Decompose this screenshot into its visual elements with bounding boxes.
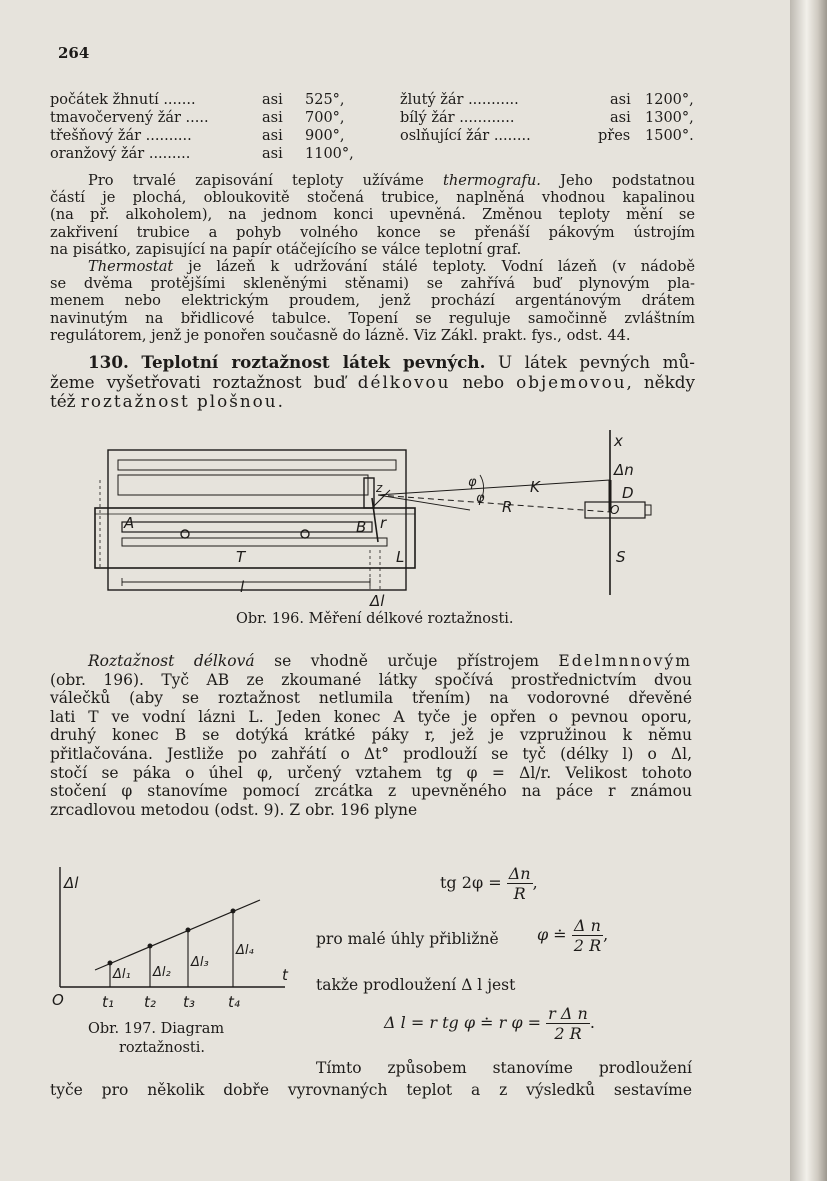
table-label: počátek žhnutí ....... <box>50 92 196 108</box>
text-line: Tímto způsobem stanovíme prodloužení <box>316 1059 692 1077</box>
text-line: (na př. alkoholem), na jednom konci upevněná. Změnou teploty mění se <box>50 206 695 224</box>
table-label: tmavočervený žár ..... <box>50 110 209 126</box>
text-line: navinutým na břidlicové tabulce. Topení se reguluje samočinně zvláštním <box>50 309 695 327</box>
equation-3-text: takže prodloužení Δ l jest <box>316 976 516 994</box>
tick-label: t₂ <box>144 993 156 1011</box>
table-row <box>50 128 350 146</box>
table-label: oranžový žár ......... <box>50 146 191 162</box>
frame-inner-bar <box>118 475 368 495</box>
section-title: Teplotní roztažnost látek pevných. <box>141 352 486 372</box>
label-l: l <box>240 578 245 596</box>
table-asi: asi <box>262 110 283 126</box>
paragraph-edelmann <box>50 652 692 819</box>
figure-196-apparatus <box>90 420 670 620</box>
page-number: 264 <box>58 44 90 62</box>
label-phi: φ <box>468 475 477 490</box>
paragraph-closing <box>50 1057 692 1101</box>
point-3 <box>186 928 190 932</box>
text-line: válečků (aby se roztažnost netlumila třením) na vodorovné dřevěné <box>50 689 692 708</box>
label-phi: φ <box>476 491 485 506</box>
page-edge-binding <box>790 0 827 1181</box>
table-row <box>400 110 700 128</box>
label-x: x <box>614 432 623 450</box>
label-S: S <box>616 548 626 566</box>
telescope-eyepiece <box>645 505 651 515</box>
table-row <box>50 92 350 110</box>
bar-label: Δl₁ <box>113 967 131 982</box>
rod-ab <box>122 522 372 532</box>
lath-t <box>122 538 387 546</box>
axis-y-label: Δl <box>64 874 79 892</box>
point-4 <box>231 909 235 913</box>
label-A: A <box>124 514 135 532</box>
table-asi: přes <box>598 128 631 144</box>
table-asi: asi <box>610 92 631 108</box>
bar-label: Δl₃ <box>191 955 209 970</box>
table-value: 1300°, <box>645 110 694 126</box>
axis-x-label: t <box>282 966 288 984</box>
text-line: menem nebo elektrickým proudem, jenž prochází argentánovým drátem <box>50 292 695 310</box>
equation-2: φ ≐ $\frac{\text{Δ n}}{2 R}$ , <box>537 916 609 955</box>
text-line: stočení φ stanovíme pomocí zrcátka z upevněného na páce r známou <box>50 782 692 801</box>
frame-top-bar <box>118 460 396 470</box>
label-R: R <box>502 498 513 516</box>
tick-label: t₁ <box>102 993 114 1011</box>
table-label: třešňový žár .......... <box>50 128 192 144</box>
text-line: regulátorem, jenž je ponořen současně do lázně. Viz Zákl. prakt. fys., odst. 44. <box>50 326 631 344</box>
label-L: L <box>396 548 405 566</box>
table-value: 1100°, <box>305 146 354 162</box>
equation-1: tg 2φ = $\frac{\Delta n}{R}$ , <box>440 864 538 903</box>
table-value: 900°, <box>305 128 345 144</box>
section-130 <box>50 353 695 412</box>
text-line: Thermostat je lázeň k udržování stálé teploty. Vodní lázeň (v nádobě <box>88 258 695 275</box>
point-1 <box>108 961 112 965</box>
equation-2-text: pro malé úhly přibližně <box>316 930 499 948</box>
table-asi: asi <box>262 92 283 108</box>
bar-label: Δl₂ <box>153 965 171 980</box>
ray-incident <box>378 480 610 495</box>
text-line: částí je plochá, obloukovitě stočená trubice, naplněná vhodnou kapalinou <box>50 189 695 207</box>
table-value: 525°, <box>305 92 345 108</box>
table-asi: asi <box>262 128 283 144</box>
text-line: tyče pro několik dobře vyrovnaných teplot a z výsledků sestavíme <box>50 1081 692 1099</box>
table-value: 1500°. <box>645 128 694 144</box>
tick-label: t₃ <box>183 993 195 1011</box>
tick-label: t₄ <box>228 993 240 1011</box>
text-line: žeme vyšetřovati roztažnost buď délkovou nebo objemovou, někdy <box>50 371 695 392</box>
figure-197-diagram <box>50 862 300 1017</box>
table-value: 1200°, <box>645 92 694 108</box>
text-line: (obr. 196). Tyč AB ze zkoumané látky spočívá prostřednictvím dvou <box>50 670 692 689</box>
text-line: Roztažnost délková se vhodně určuje přístrojem Edelmnnovým <box>88 652 692 670</box>
table-value: 700°, <box>305 110 345 126</box>
equation-3: Δ l = r tg φ ≐ r φ = $\frac{\text{r Δ n}}{2 R}$ . <box>384 1004 595 1043</box>
text-line: též roztažnost plošnou. <box>50 391 283 412</box>
label-dn: Δn <box>614 461 634 479</box>
text-line: přitlačována. Jestliže po zahřátí o Δt° prodlouží se tyč (délky l) o Δl, <box>50 744 692 763</box>
text-line: stočí se páka o úhel φ, určený vztahem tg φ = Δl/r. Velikost tohoto <box>50 763 692 782</box>
table-asi: asi <box>262 146 283 162</box>
label-z: z <box>376 481 383 495</box>
roller-1 <box>181 530 189 538</box>
label-dl: Δl <box>370 592 385 610</box>
table-row <box>400 92 700 110</box>
text-line: zakřivení trubice a pohyb volného konce se přenáší pákovým ústrojím <box>50 223 695 241</box>
table-row <box>50 110 350 128</box>
label-B: B <box>356 518 367 536</box>
table-row <box>400 128 700 146</box>
table-label: oslňující žár ........ <box>400 128 531 144</box>
bar-label: Δl₄ <box>236 943 254 958</box>
roller-2 <box>301 530 309 538</box>
paragraph-thermostat <box>50 258 695 344</box>
paragraph-thermograph <box>50 172 695 258</box>
label-D: D <box>622 484 634 502</box>
section-number: 130. <box>88 352 129 372</box>
label-T: T <box>236 548 246 566</box>
label-r: r <box>380 514 387 532</box>
label-O: O <box>610 503 620 517</box>
text-line: se dvěma protějšími skleněnými stěnami) se zahřívá buď plynovým pla- <box>50 275 695 293</box>
text-line: Pro trvalé zapisování teploty užíváme thermografu. Jeho podstatnou <box>88 172 695 189</box>
table-label: žlutý žár ........... <box>400 92 519 108</box>
text-line: druhý konec B se dotýká krátké páky r, jež je vzpružinou k němu <box>50 726 692 745</box>
ray-reflected <box>378 495 610 512</box>
table-asi: asi <box>610 110 631 126</box>
text-line: na pisátko, zapisující na papír otáčejícího se válce teplotní graf. <box>50 240 522 258</box>
point-2 <box>148 944 152 948</box>
table-label: bílý žár ............ <box>400 110 515 126</box>
figure-197-caption-2: roztažnosti. <box>119 1040 205 1056</box>
origin-label: O <box>52 991 64 1009</box>
table-row <box>50 146 354 164</box>
text-line: zrcadlovou metodou (odst. 9). Z obr. 196 plyne <box>50 800 418 819</box>
figure-197-caption-1: Obr. 197. Diagram <box>88 1021 225 1037</box>
figure-196-caption: Obr. 196. Měření délkové roztažnosti. <box>236 611 514 627</box>
section-heading-line: 130. Teplotní roztažnost látek pevných. U látek pevných mů- <box>88 352 695 372</box>
label-K: K <box>530 478 540 496</box>
text-line: lati T ve vodní lázni L. Jeden konec A tyče je opřen o pevnou oporu, <box>50 707 692 726</box>
